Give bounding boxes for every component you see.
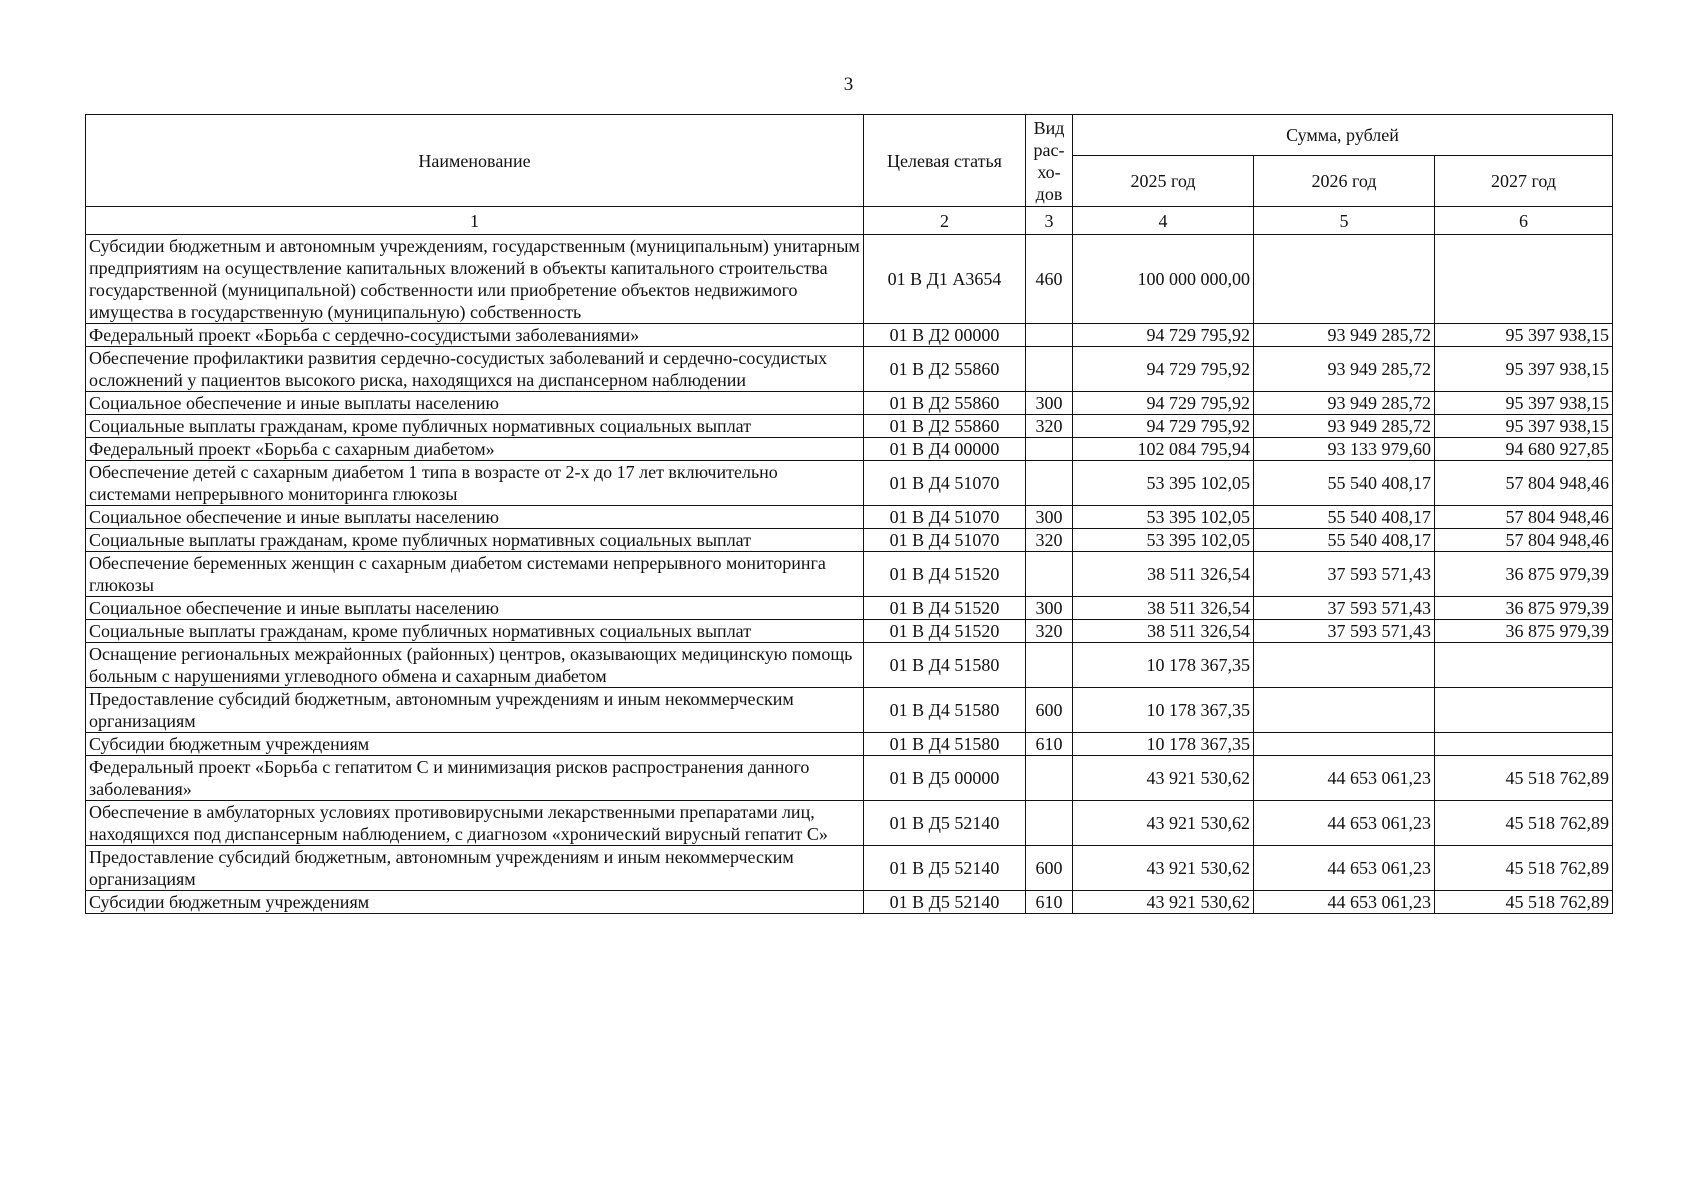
table-row bbox=[86, 552, 1613, 597]
row-sum-2025: 94 729 795,92 bbox=[1073, 392, 1254, 415]
row-target-article: 01 В Д4 51580 bbox=[864, 643, 1026, 688]
row-name: Обеспечение профилактики развития сердечно-сосудистых заболеваний и сердечно-сосудистых осложнений у пациентов высокого риска, находящихся на диспансерном наблюдении bbox=[86, 347, 864, 392]
row-sum-2027: 45 518 762,89 bbox=[1435, 801, 1613, 846]
column-number: 4 bbox=[1073, 207, 1254, 235]
row-name: Федеральный проект «Борьба с сердечно-сосудистыми заболеваниями» bbox=[86, 324, 864, 347]
table-row bbox=[86, 891, 1613, 914]
row-sum-2027 bbox=[1435, 733, 1613, 756]
row-sum-2026: 44 653 061,23 bbox=[1254, 801, 1435, 846]
row-name: Предоставление субсидий бюджетным, автономным учреждениям и иным некоммерческим организациям bbox=[86, 688, 864, 733]
row-sum-2025: 43 921 530,62 bbox=[1073, 891, 1254, 914]
table-row bbox=[86, 415, 1613, 438]
row-expense-type: 320 bbox=[1026, 620, 1073, 643]
table-row bbox=[86, 324, 1613, 347]
row-target-article: 01 В Д4 51070 bbox=[864, 461, 1026, 506]
column-number: 2 bbox=[864, 207, 1026, 235]
table-row bbox=[86, 733, 1613, 756]
table-row bbox=[86, 392, 1613, 415]
row-name: Обеспечение детей с сахарным диабетом 1 типа в возрасте от 2-х до 17 лет включительно системами непрерывного мониторинга глюкозы bbox=[86, 461, 864, 506]
row-sum-2026 bbox=[1254, 235, 1435, 324]
header-expense-type-line: Вид bbox=[1033, 117, 1065, 138]
row-expense-type bbox=[1026, 756, 1073, 801]
row-target-article: 01 В Д4 51520 bbox=[864, 552, 1026, 597]
row-expense-type: 610 bbox=[1026, 733, 1073, 756]
row-name: Федеральный проект «Борьба с гепатитом С и минимизация рисков распространения данного заболевания» bbox=[86, 756, 864, 801]
page-number: 3 bbox=[843, 74, 854, 95]
row-expense-type: 320 bbox=[1026, 415, 1073, 438]
row-target-article: 01 В Д4 51070 bbox=[864, 529, 1026, 552]
row-sum-2027 bbox=[1435, 235, 1613, 324]
row-sum-2025: 38 511 326,54 bbox=[1073, 597, 1254, 620]
column-number: 1 bbox=[86, 207, 864, 235]
row-expense-type bbox=[1026, 438, 1073, 461]
table-row bbox=[86, 529, 1613, 552]
row-sum-2027: 95 397 938,15 bbox=[1435, 415, 1613, 438]
row-sum-2026: 93 949 285,72 bbox=[1254, 415, 1435, 438]
row-target-article: 01 В Д4 51580 bbox=[864, 733, 1026, 756]
header-year-2027: 2027 год bbox=[1435, 156, 1613, 207]
row-target-article: 01 В Д4 51580 bbox=[864, 688, 1026, 733]
row-sum-2025: 43 921 530,62 bbox=[1073, 756, 1254, 801]
row-sum-2027: 36 875 979,39 bbox=[1435, 620, 1613, 643]
row-sum-2026: 55 540 408,17 bbox=[1254, 529, 1435, 552]
row-sum-2025: 94 729 795,92 bbox=[1073, 324, 1254, 347]
row-expense-type bbox=[1026, 324, 1073, 347]
header-expense-type-line: дов bbox=[1035, 183, 1063, 204]
table-row bbox=[86, 597, 1613, 620]
row-expense-type: 600 bbox=[1026, 688, 1073, 733]
row-sum-2025: 43 921 530,62 bbox=[1073, 846, 1254, 891]
row-sum-2026: 93 949 285,72 bbox=[1254, 324, 1435, 347]
row-target-article: 01 В Д1 А3654 bbox=[864, 235, 1026, 324]
row-sum-2025: 43 921 530,62 bbox=[1073, 801, 1254, 846]
row-target-article: 01 В Д4 00000 bbox=[864, 438, 1026, 461]
row-target-article: 01 В Д2 55860 bbox=[864, 392, 1026, 415]
row-expense-type bbox=[1026, 461, 1073, 506]
row-name: Социальное обеспечение и иные выплаты населению bbox=[86, 506, 864, 529]
row-name: Предоставление субсидий бюджетным, автономным учреждениям и иным некоммерческим организациям bbox=[86, 846, 864, 891]
row-sum-2026: 93 949 285,72 bbox=[1254, 347, 1435, 392]
budget-table bbox=[85, 114, 1613, 914]
row-name: Обеспечение беременных женщин с сахарным диабетом системами непрерывного мониторинга глюкозы bbox=[86, 552, 864, 597]
row-sum-2027 bbox=[1435, 643, 1613, 688]
row-sum-2026: 93 133 979,60 bbox=[1254, 438, 1435, 461]
row-sum-2025: 94 729 795,92 bbox=[1073, 415, 1254, 438]
row-name: Обеспечение в амбулаторных условиях противовирусными лекарственными препаратами лиц, находящихся под диспансерным наблюдением, с диагнозом «хронический вирусный гепатит С» bbox=[86, 801, 864, 846]
row-sum-2026: 37 593 571,43 bbox=[1254, 552, 1435, 597]
row-name: Федеральный проект «Борьба с сахарным диабетом» bbox=[86, 438, 864, 461]
row-sum-2025: 100 000 000,00 bbox=[1073, 235, 1254, 324]
row-sum-2027: 95 397 938,15 bbox=[1435, 392, 1613, 415]
row-sum-2026: 44 653 061,23 bbox=[1254, 756, 1435, 801]
row-sum-2025: 38 511 326,54 bbox=[1073, 620, 1254, 643]
row-sum-2027: 95 397 938,15 bbox=[1435, 347, 1613, 392]
row-sum-2025: 10 178 367,35 bbox=[1073, 688, 1254, 733]
row-name: Социальные выплаты гражданам, кроме публичных нормативных социальных выплат bbox=[86, 620, 864, 643]
table-row bbox=[86, 688, 1613, 733]
row-sum-2025: 102 084 795,94 bbox=[1073, 438, 1254, 461]
row-expense-type: 320 bbox=[1026, 529, 1073, 552]
table-row bbox=[86, 506, 1613, 529]
row-sum-2026: 55 540 408,17 bbox=[1254, 461, 1435, 506]
column-number: 6 bbox=[1435, 207, 1613, 235]
header-expense-type-line: рас- bbox=[1033, 139, 1065, 160]
table-body bbox=[86, 235, 1613, 914]
row-name: Социальное обеспечение и иные выплаты населению bbox=[86, 392, 864, 415]
row-name: Оснащение региональных межрайонных (районных) центров, оказывающих медицинскую помощь больным с нарушениями углеводного обмена и сахарным диабетом bbox=[86, 643, 864, 688]
column-number: 3 bbox=[1026, 207, 1073, 235]
row-sum-2027: 36 875 979,39 bbox=[1435, 552, 1613, 597]
row-expense-type bbox=[1026, 801, 1073, 846]
row-target-article: 01 В Д2 55860 bbox=[864, 415, 1026, 438]
row-expense-type: 600 bbox=[1026, 846, 1073, 891]
row-name: Социальные выплаты гражданам, кроме публичных нормативных социальных выплат bbox=[86, 529, 864, 552]
row-target-article: 01 В Д2 00000 bbox=[864, 324, 1026, 347]
row-sum-2027: 45 518 762,89 bbox=[1435, 756, 1613, 801]
table-row bbox=[86, 756, 1613, 801]
row-expense-type bbox=[1026, 552, 1073, 597]
row-sum-2027: 45 518 762,89 bbox=[1435, 891, 1613, 914]
header-sum: Сумма, рублей bbox=[1073, 115, 1613, 156]
row-sum-2026: 44 653 061,23 bbox=[1254, 846, 1435, 891]
row-sum-2027: 57 804 948,46 bbox=[1435, 529, 1613, 552]
row-sum-2027: 95 397 938,15 bbox=[1435, 324, 1613, 347]
row-sum-2026: 55 540 408,17 bbox=[1254, 506, 1435, 529]
header-year-2026: 2026 год bbox=[1254, 156, 1435, 207]
table-row bbox=[86, 846, 1613, 891]
row-expense-type: 300 bbox=[1026, 392, 1073, 415]
header-target-article: Целевая статья bbox=[864, 115, 1026, 207]
row-sum-2027: 45 518 762,89 bbox=[1435, 846, 1613, 891]
row-sum-2027: 36 875 979,39 bbox=[1435, 597, 1613, 620]
header-name: Наименование bbox=[86, 115, 864, 207]
table-row bbox=[86, 347, 1613, 392]
row-name: Социальное обеспечение и иные выплаты населению bbox=[86, 597, 864, 620]
row-expense-type bbox=[1026, 643, 1073, 688]
row-sum-2027: 57 804 948,46 bbox=[1435, 506, 1613, 529]
row-target-article: 01 В Д5 52140 bbox=[864, 801, 1026, 846]
row-name: Социальные выплаты гражданам, кроме публичных нормативных социальных выплат bbox=[86, 415, 864, 438]
row-sum-2025: 10 178 367,35 bbox=[1073, 733, 1254, 756]
row-sum-2026: 37 593 571,43 bbox=[1254, 597, 1435, 620]
row-sum-2025: 10 178 367,35 bbox=[1073, 643, 1254, 688]
row-sum-2025: 53 395 102,05 bbox=[1073, 461, 1254, 506]
row-sum-2026: 44 653 061,23 bbox=[1254, 891, 1435, 914]
header-expense-type-line: хо- bbox=[1037, 161, 1061, 182]
row-sum-2026 bbox=[1254, 643, 1435, 688]
header-expense-type bbox=[1026, 115, 1073, 207]
row-sum-2025: 53 395 102,05 bbox=[1073, 529, 1254, 552]
row-sum-2026: 37 593 571,43 bbox=[1254, 620, 1435, 643]
row-sum-2026 bbox=[1254, 688, 1435, 733]
row-expense-type: 300 bbox=[1026, 506, 1073, 529]
row-sum-2027: 57 804 948,46 bbox=[1435, 461, 1613, 506]
table-row bbox=[86, 801, 1613, 846]
row-target-article: 01 В Д4 51070 bbox=[864, 506, 1026, 529]
row-name: Субсидии бюджетным учреждениям bbox=[86, 891, 864, 914]
row-name: Субсидии бюджетным учреждениям bbox=[86, 733, 864, 756]
column-number: 5 bbox=[1254, 207, 1435, 235]
table-row bbox=[86, 235, 1613, 324]
row-sum-2025: 53 395 102,05 bbox=[1073, 506, 1254, 529]
table-row bbox=[86, 643, 1613, 688]
row-target-article: 01 В Д5 52140 bbox=[864, 891, 1026, 914]
row-name: Субсидии бюджетным и автономным учреждениям, государственным (муниципальным) унитарным предприятиям на осуществление капитальных вложений в объекты капитального строительства государственной (муниципальной) собственности или приобретение объектов недвижимого имущества в государственную (муниципальную) собственность bbox=[86, 235, 864, 324]
row-sum-2025: 94 729 795,92 bbox=[1073, 347, 1254, 392]
row-sum-2026: 93 949 285,72 bbox=[1254, 392, 1435, 415]
table-row bbox=[86, 461, 1613, 506]
row-sum-2027 bbox=[1435, 688, 1613, 733]
header-year-2025: 2025 год bbox=[1073, 156, 1254, 207]
row-expense-type: 300 bbox=[1026, 597, 1073, 620]
table-row bbox=[86, 620, 1613, 643]
row-target-article: 01 В Д5 52140 bbox=[864, 846, 1026, 891]
row-expense-type: 460 bbox=[1026, 235, 1073, 324]
row-sum-2027: 94 680 927,85 bbox=[1435, 438, 1613, 461]
row-target-article: 01 В Д5 00000 bbox=[864, 756, 1026, 801]
row-sum-2025: 38 511 326,54 bbox=[1073, 552, 1254, 597]
row-expense-type bbox=[1026, 347, 1073, 392]
table-row bbox=[86, 438, 1613, 461]
row-target-article: 01 В Д4 51520 bbox=[864, 597, 1026, 620]
row-target-article: 01 В Д4 51520 bbox=[864, 620, 1026, 643]
row-sum-2026 bbox=[1254, 733, 1435, 756]
row-target-article: 01 В Д2 55860 bbox=[864, 347, 1026, 392]
row-expense-type: 610 bbox=[1026, 891, 1073, 914]
